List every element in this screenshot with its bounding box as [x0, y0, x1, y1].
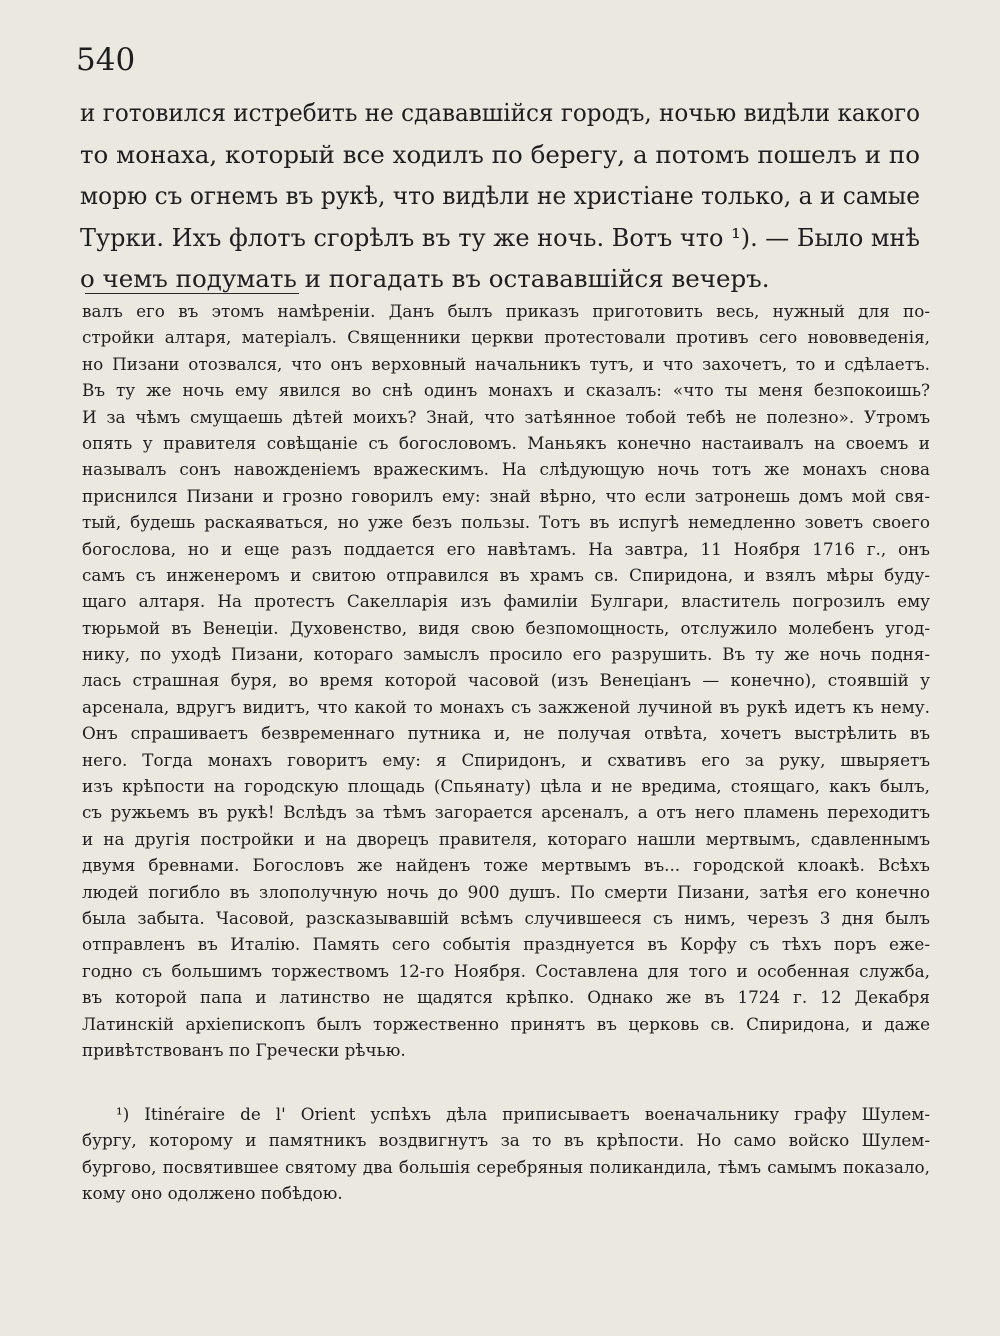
footnote-continuation — [82, 298, 930, 1063]
footnote-line: щаго алтаря. На протестъ Сакелларія изъ фамиліи Булгари, властитель погрозилъ ему — [82, 591, 930, 612]
footnote-line: бургово, посвятившее святому два большія серебряныя поликандила, тѣмъ самымъ показало, — [82, 1156, 930, 1177]
footnote-line: него. Тогда монахъ говоритъ ему: я Спиридонъ, и схвативъ его за руку, швыряетъ — [82, 749, 930, 770]
footnote-line: двумя бревнами. Богословъ же найденъ тоже мертвымъ въ... городской клоакѣ. Всѣхъ — [82, 855, 930, 876]
footnote-line: Онъ спрашиваетъ безвременнаго путника и, не получая отвѣта, хочетъ выстрѣлить въ — [82, 723, 930, 744]
footnote-line: людей погибло въ злополучную ночь до 900 душъ. По смерти Пизани, затѣя его конечно — [82, 881, 930, 902]
footnote-line: годно съ большимъ торжествомъ 12-го Ноября. Составлена для того и особенная служба, — [82, 960, 930, 981]
footnote-line: и на другія постройки и на дворецъ правителя, котораго нашли мертвымъ, сдавленнымъ — [82, 828, 930, 849]
footnote-line: была забыта. Часовой, разсказывавшій всѣмъ случившееся съ нимъ, черезъ 3 дня былъ — [82, 907, 930, 928]
main-text-line: о чемъ подумать и погадать въ остававшійся вечеръ. — [80, 264, 770, 294]
footnote-line: ¹) Itinéraire de l' Orient успѣхъ дѣла приписываетъ военачальнику графу Шулем- — [116, 1104, 930, 1124]
footnote-line: бургу, которому и памятникъ воздвигнутъ за то въ крѣпости. Но само войско Шулем- — [82, 1130, 930, 1151]
main-text-line: то монаха, который все ходилъ по берегу, а потомъ пошелъ и по — [80, 139, 920, 169]
footnote-line: кому оно одолжено побѣдою. — [82, 1183, 343, 1204]
footnote-line: Въ ту же ночь ему явился во снѣ одинъ монахъ и сказалъ: «что ты меня безпокоишь? — [82, 380, 930, 401]
footnote-line: въ которой папа и латинство не щадятся крѣпко. Однако же въ 1724 г. 12 Декабря — [82, 987, 930, 1008]
footnote-line: валъ его въ этомъ намѣреніи. Данъ былъ приказъ приготовить весь, нужный для по- — [82, 301, 930, 321]
page-number: 540 — [76, 42, 136, 78]
footnote-line: опять у правителя совѣщаніе съ богословомъ. Маньякъ конечно настаивалъ на своемъ и — [82, 432, 930, 453]
footnote-divider — [85, 293, 299, 294]
footnote-line: нику, по уходѣ Пизани, котораго замыслъ просило его разрушить. Въ ту же ночь подня- — [82, 644, 930, 665]
footnote-line: самъ съ инженеромъ и свитою отправился въ храмъ св. Спиридона, и взялъ мѣры буду- — [82, 564, 930, 585]
footnote-line: но Пизани отозвался, что онъ верховный начальникъ тутъ, и что захочетъ, то и сдѣлаетъ. — [82, 353, 930, 374]
main-text-line: морю съ огнемъ въ рукѣ, что видѣли не христіане только, а и самые — [80, 181, 920, 211]
footnote-line: тый, будешь раскаяваться, но уже безъ пользы. Тотъ въ испугѣ немедленно зоветъ своего — [82, 512, 930, 533]
footnote-line: привѣтствованъ по Гречески рѣчью. — [82, 1039, 406, 1060]
footnote-line: лась страшная буря, во время которой часовой (изъ Венеціанъ — конечно), стоявшій у — [82, 670, 930, 691]
footnote-line: съ ружьемъ въ рукѣ! Вслѣдъ за тѣмъ загорается арсеналъ, а отъ него пламень переходитъ — [82, 802, 930, 823]
footnote-line: приснился Пизани и грозно говорилъ ему: знай вѣрно, что если затронешь домъ мой свя- — [82, 485, 930, 506]
footnote-line: изъ крѣпости на городскую площадь (Спьянату) цѣла и не вредима, стоящаго, какъ былъ, — [82, 776, 930, 797]
footnote-line: тюрьмой въ Венеціи. Духовенство, видя свою безпомощность, отслужило молебенъ угод- — [82, 617, 930, 638]
main-text-line: Турки. Ихъ флотъ сгорѣлъ въ ту же ночь. Вотъ что ¹). — Было мнѣ — [80, 222, 920, 252]
footnote-1 — [82, 1101, 930, 1207]
footnote-line: отправленъ въ Италію. Память сего событія празднуется въ Корфу съ тѣхъ поръ еже- — [82, 934, 930, 955]
main-text — [80, 92, 920, 300]
main-text-line: и готовился истребить не сдававшійся городъ, ночью видѣли какого — [80, 98, 920, 127]
footnote-line: богослова, но и еще разъ поддается его навѣтамъ. На завтра, 11 Ноября 1716 г., онъ — [82, 538, 930, 559]
footnote-line: И за чѣмъ смущаешь дѣтей моихъ? Знай, что затѣянное тобой тебѣ не полезно». Утромъ — [82, 406, 930, 427]
footnote-line: стройки алтаря, матеріалъ. Священники церкви протестовали противъ сего нововведенія, — [82, 327, 930, 348]
footnote-line: называлъ сонъ навожденіемъ вражескимъ. На слѣдующую ночь тотъ же монахъ снова — [82, 459, 930, 480]
footnote-line: Латинскій архіепископъ былъ торжественно принятъ въ церковь св. Спиридона, и даже — [82, 1013, 930, 1034]
footnote-line: арсенала, вдругъ видитъ, что какой то монахъ съ зажженой лучиной въ рукѣ идетъ къ нему. — [82, 696, 930, 717]
